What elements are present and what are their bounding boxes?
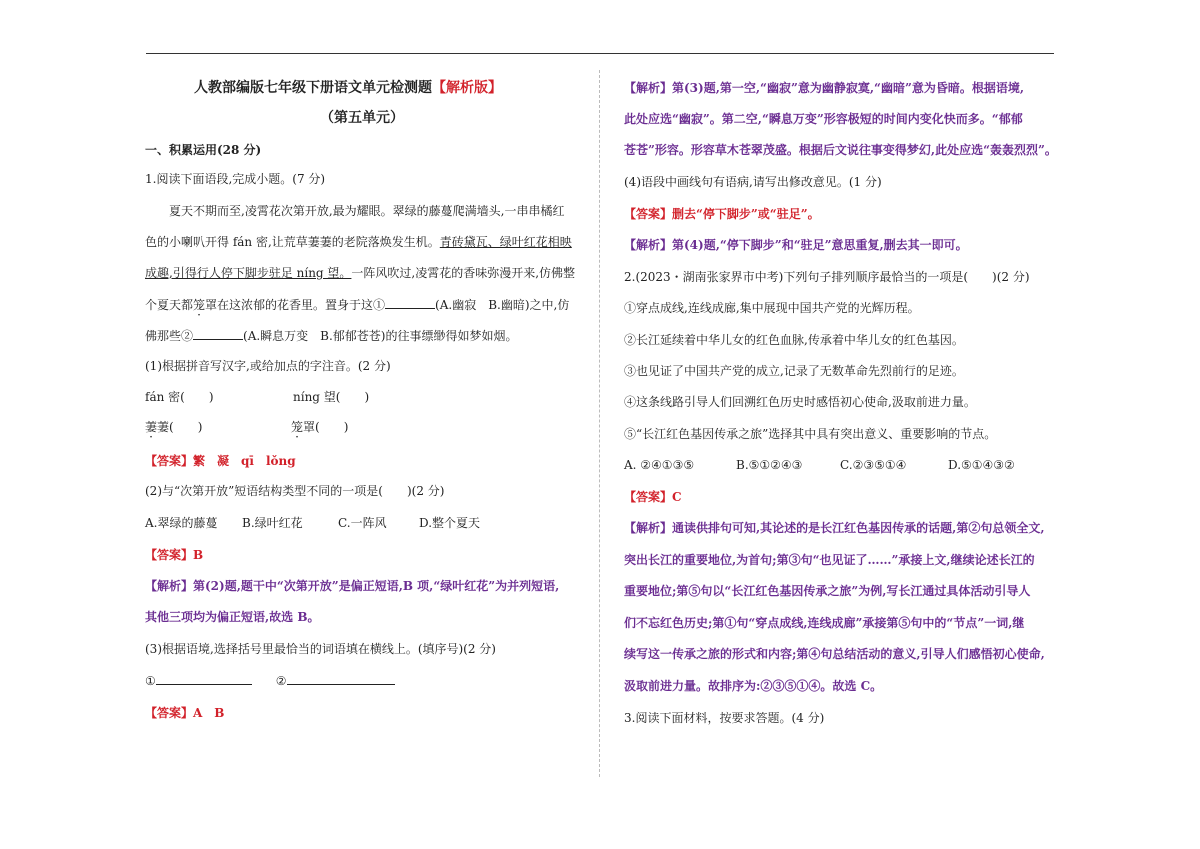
fill-blank-2[interactable] <box>193 327 243 340</box>
pinyin-item: fán 密( ) <box>145 390 214 404</box>
underlined-sentence: 成趣,引得行人停下脚步驻足 níng 望。 <box>145 266 352 280</box>
dotted-char: 笼 <box>193 298 206 312</box>
sub-question-2: (2)与“次第开放”短语结构类型不同的一项是( )(2 分) <box>145 484 445 498</box>
sentence-5: ⑤“长江红色基因传承之旅”选择其中具有突出意义、重要影响的节点。 <box>624 427 997 441</box>
analysis-q2-line-6: 汲取前进力量。故排序为:②③⑤①④。故选 C。 <box>624 679 883 693</box>
passage-text: 色的小喇叭开得 fán 密,让荒草萋萋的老院落焕发生机。 <box>145 235 440 249</box>
pinyin-blank: 罩( ) <box>303 420 349 434</box>
analysis-3-line-1: 【解析】第(3)题,第一空,“幽寂”意为幽静寂寞,“幽暗”意为昏暗。根据语境, <box>624 81 1025 95</box>
analysis-2-line-2: 其他三项均为偏正短语,故选 B。 <box>145 610 320 624</box>
analysis-3-line-3: 苍苍”形容。形容草木苍翠茂盛。根据后文说往事变得梦幻,此处应选“轰轰烈烈”。 <box>624 143 1057 157</box>
sentence-2: ②长江延续着中华儿女的红色血脉,传承着中华儿女的红色基因。 <box>624 333 964 347</box>
passage-line-3 <box>145 265 575 281</box>
answer-3: 【答案】A B <box>145 706 225 720</box>
option-a: A.翠绿的藤蔓 <box>145 516 218 530</box>
passage-text: 佛那些② <box>145 329 194 343</box>
answer-2: 【答案】B <box>145 548 204 562</box>
document-subtitle: （第五单元） <box>320 110 404 126</box>
passage-text: 一阵风吹过,凌霄花的香味弥漫开来,仿佛整 <box>351 266 576 280</box>
question-1-intro: 1.阅读下面语段,完成小题。(7 分) <box>145 172 326 186</box>
underlined-sentence: 青砖黛瓦、绿叶红花相映 <box>439 235 572 249</box>
column-divider <box>599 70 600 777</box>
analysis-q2-line-1: 【解析】通读供排句可知,其论述的是长江红色基因传承的话题,第②句总领全文, <box>624 521 1045 535</box>
sub-question-3: (3)根据语境,选择括号里最恰当的词语填在横线上。(填序号)(2 分) <box>145 642 496 656</box>
sub-question-4: (4)语段中画线句有语病,请写出修改意见。(1 分) <box>624 175 882 189</box>
option-c: C.一阵风 <box>338 516 387 530</box>
passage-text: (A.幽寂 B.幽暗)之中,仿 <box>435 298 570 312</box>
option-b: B.⑤①②④③ <box>736 458 803 472</box>
passage-text: 罩在这浓郁的花香里。置身于这① <box>205 298 386 312</box>
title-tag: 【解析版】 <box>432 80 502 96</box>
option-b: B.绿叶红花 <box>242 516 303 530</box>
option-d: D.整个夏天 <box>419 516 481 530</box>
analysis-q2-line-4: 们不忘红色历史;第①句“穿点成线,连线成廊”承接第⑤句中的“节点”一词,继 <box>624 616 1025 630</box>
analysis-q2-line-3: 重要地位;第⑤句以“长江红色基因传承之旅”为例,写长江通过具体活动引导人 <box>624 584 1031 598</box>
pinyin-item <box>291 419 348 435</box>
passage-text: 个夏天都 <box>145 298 194 312</box>
pinyin-blank: 萋( ) <box>157 420 203 434</box>
blank-label-1: ① <box>145 674 156 688</box>
sentence-1: ①穿点成线,连线成廊,集中展现中国共产党的光辉历程。 <box>624 301 920 315</box>
question-2: 2.(2023・湖南张家界市中考)下列句子排列顺序最恰当的一项是( )(2 分) <box>624 270 1030 284</box>
passage-line-2 <box>145 234 572 250</box>
option-d: D.⑤①④③② <box>948 458 1015 472</box>
analysis-4: 【解析】第(4)题,“停下脚步”和“驻足”意思重复,删去其一即可。 <box>624 238 968 252</box>
options-row <box>145 515 480 531</box>
analysis-q2-line-2: 突出长江的重要地位,为首句;第③句“也见证了……”承接上文,继续论述长江的 <box>624 553 1035 567</box>
sub-question-1: (1)根据拼音写汉字,或给加点的字注音。(2 分) <box>145 359 391 373</box>
passage-line-5 <box>145 327 518 344</box>
fill-blank-1[interactable] <box>385 296 435 309</box>
option-a: A. ②④①③⑤ <box>624 458 695 472</box>
dotted-char: 笼 <box>291 420 304 434</box>
question-3: 3.阅读下面材料，按要求答题。(4 分) <box>624 711 825 725</box>
pinyin-item <box>145 419 202 435</box>
answer-4: 【答案】删去“停下脚步”或“驻足”。 <box>624 207 820 221</box>
passage-line-1: 夏天不期而至,凌霄花次第开放,最为耀眼。翠绿的藤蔓爬满墙头,一串串橘红 <box>169 204 565 218</box>
pinyin-item: níng 望( ) <box>293 390 370 404</box>
blank-label-2: ② <box>275 674 287 688</box>
answer-blank-1[interactable] <box>156 672 252 685</box>
analysis-q2-line-5: 续写这一传承之旅的形式和内容;第④句总结活动的意义,引导人们感悟初心使命, <box>624 647 1045 661</box>
title-main: 人教部编版七年级下册语文单元检测题 <box>194 80 432 96</box>
option-c: C.②③⑤①④ <box>840 458 907 472</box>
passage-text: (A.瞬息万变 B.郁郁苍苍)的往事缥缈得如梦如烟。 <box>243 329 518 343</box>
options-row <box>624 457 1015 473</box>
section-heading: 一、积累运用(28 分) <box>145 143 262 157</box>
passage-line-4 <box>145 296 569 313</box>
sentence-4: ④这条线路引导人们回溯红色历史时感悟初心使命,汲取前进力量。 <box>624 395 976 409</box>
answer-blank-2[interactable] <box>287 672 395 685</box>
header-rule <box>146 53 1054 54</box>
answer-q2: 【答案】C <box>624 490 682 504</box>
analysis-2-line-1: 【解析】第(2)题,题干中“次第开放”是偏正短语,B 项,“绿叶红花”为并列短语, <box>145 579 560 593</box>
answer-1: 【答案】繁 凝 qī lǒng <box>145 454 296 468</box>
dotted-char: 萋 <box>145 420 158 434</box>
document-title <box>194 80 502 96</box>
answer-blanks <box>145 672 395 689</box>
analysis-3-line-2: 此处应选“幽寂”。第二空,“瞬息万变”形容极短的时间内变化快而多。“郁郁 <box>624 112 1023 126</box>
sentence-3: ③也见证了中国共产党的成立,记录了无数革命先烈前行的足迹。 <box>624 364 964 378</box>
